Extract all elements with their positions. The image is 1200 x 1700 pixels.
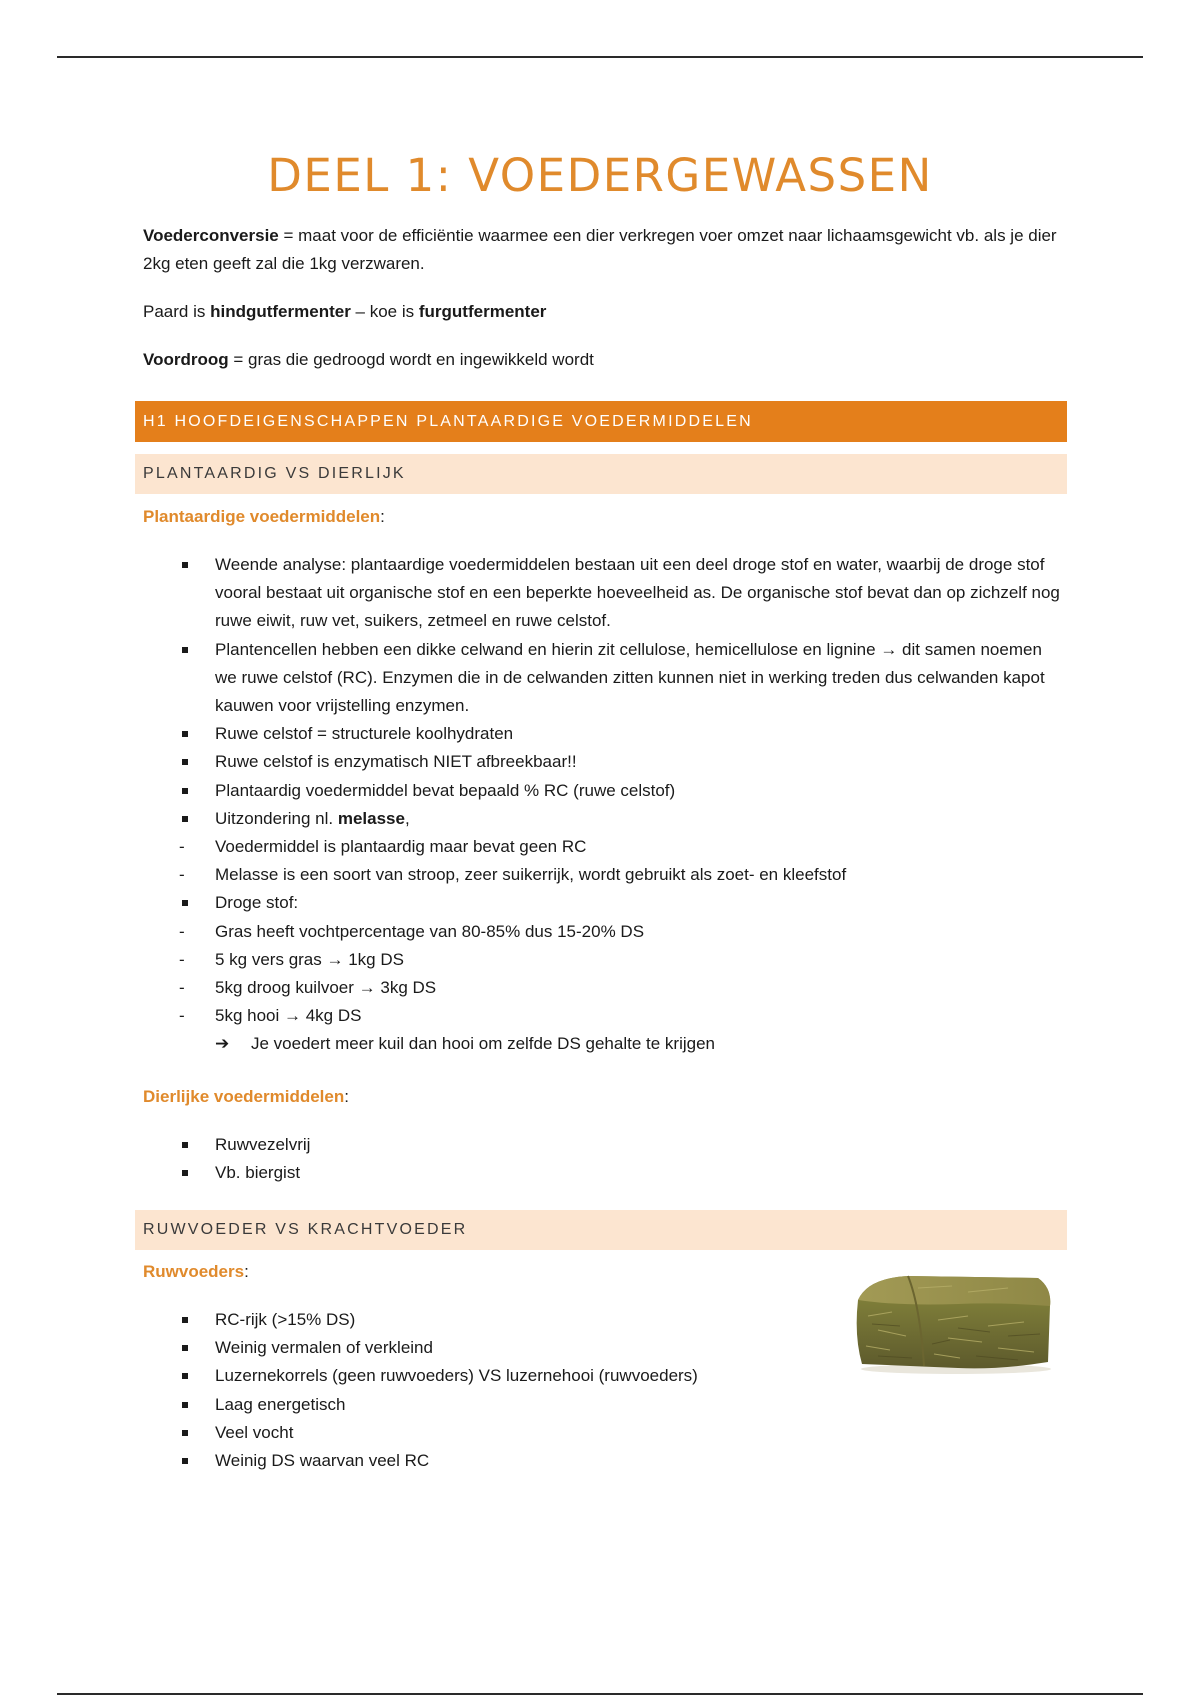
page-title: DEEL 1: VOEDERGEWASSEN [267,149,933,202]
list-item: Ruwe celstof is enzymatisch NIET afbreekbaar!! [143,748,1063,776]
plantaardig-label: Plantaardige voedermiddelen: [143,507,385,526]
list-item: RC-rijk (>15% DS) [143,1306,1063,1334]
bullet-marker [182,788,188,794]
bullet-marker [182,1345,188,1351]
list-item-droge-stof: Droge stof: - Gras heeft vochtpercentage van 80-85% dus 15-20% DS - 5 kg vers gras → 1kg DS - 5kg droog kuilvoer → 3kg DS - 5kg hooi → 4kg DS ➔ Je voedert meer kuil dan hooi om zelfde DS gehalte te krijgen [143,889,1063,1058]
voordroog-term: Voordroog [143,350,229,369]
bullet-marker [182,647,188,653]
voordroog-definition: Voordroog = gras die gedroogd wordt en ingewikkeld wordt [143,350,594,369]
list-item: Weinig DS waarvan veel RC [143,1447,1063,1475]
sub-list [179,833,1063,889]
chapter-heading-h1: H1 HOOFDEIGENSCHAPPEN PLANTAARDIGE VOEDERMIDDELEN [135,401,1067,442]
list-item-uitzondering: Uitzondering nl. melasse, - Voedermiddel is plantaardig maar bevat geen RC - Melasse is een soort van stroop, zeer suikerrijk, wordt gebruikt als zoet- en kleefstof [143,805,1063,890]
section-heading-ruwvoeder-vs-krachtvoeder: RUWVOEDER VS KRACHTVOEDER [135,1210,1067,1250]
dierlijk-list [143,1131,1063,1187]
dierlijk-label: Dierlijke voedermiddelen: [143,1087,349,1106]
bullet-marker [182,1317,188,1323]
plantaardig-list [143,551,1063,1059]
list-item: Luzernekorrels (geen ruwvoeders) VS luzernehooi (ruwvoeders) [143,1362,1063,1390]
arrow-icon: ➔ [215,1034,230,1054]
bullet-marker [182,1170,188,1176]
conclusion-line: ➔ Je voedert meer kuil dan hooi om zelfde DS gehalte te krijgen [179,1030,1063,1058]
bullet-marker [182,731,188,737]
section-heading-plantaardig-vs-dierlijk: PLANTAARDIG VS DIERLIJK [135,454,1067,494]
bullet-marker [182,1142,188,1148]
sub-list-item: - Melasse is een soort van stroop, zeer suikerrijk, wordt gebruikt als zoet- en kleefstof [179,865,847,885]
sub-list-item: - Voedermiddel is plantaardig maar bevat geen RC [179,837,587,857]
list-item: Weinig vermalen of verkleind [143,1334,1063,1362]
bullet-marker [182,816,188,822]
bottom-rule [57,1693,1143,1695]
bullet-marker [182,562,188,568]
intro [143,222,1063,374]
bullet-marker [182,1402,188,1408]
voederconversie-definition: Voederconversie = maat voor de efficiëntie waarmee een dier verkregen voer omzet naar lichaamsgewicht vb. als je dier 2kg eten geeft zal die 1kg verzwaren. [143,226,1057,273]
sub-list-item: - 5kg droog kuilvoer → 3kg DS [179,978,437,998]
list-item: Laag energetisch [143,1391,1063,1419]
sub-list-item: - 5kg hooi → 4kg DS [179,1006,362,1026]
list-item: Veel vocht [143,1419,1063,1447]
list-item: Weende analyse: plantaardige voedermiddelen bestaan uit een deel droge stof en water, waarbij de droge stof vooral bestaat uit organische stof en een beperkte hoeveelheid as. De organische stof bevat dan op zichzelf nog ruwe eiwit, ruw vet, suikers, zetmeel en ruwe celstof. [143,551,1063,636]
list-item: Vb. biergist [143,1159,1063,1187]
bullet-marker [182,759,188,765]
list-item: Ruwvezelvrij [143,1131,1063,1159]
paard-koe-statement: Paard is hindgutfermenter – koe is furgutfermenter [143,302,547,321]
top-rule [57,56,1143,58]
list-item: Plantaardig voedermiddel bevat bepaald % RC (ruwe celstof) [143,777,1063,805]
list-item: Ruwe celstof = structurele koolhydraten [143,720,1063,748]
bullet-marker [182,1430,188,1436]
ruwvoeders-label: Ruwvoeders: [143,1262,249,1281]
bullet-marker [182,900,188,906]
list-item: Plantencellen hebben een dikke celwand en hierin zit cellulose, hemicellulose en lignine → dit samen noemen we ruwe celstof (RC). Enzymen die in de celwanden zitten kunnen niet in werking treden dus celwanden kapot kauwen voor vrijstelling enzymen. [143,636,1063,721]
hay-bale-icon [848,1266,1058,1376]
sub-list-item: - 5 kg vers gras → 1kg DS [179,949,404,969]
sub-list-item: - Gras heeft vochtpercentage van 80-85% dus 15-20% DS [179,921,645,941]
voederconversie-term: Voederconversie [143,226,279,245]
bullet-marker [182,1458,188,1464]
sub-list [179,918,1063,1031]
bullet-marker [182,1373,188,1379]
